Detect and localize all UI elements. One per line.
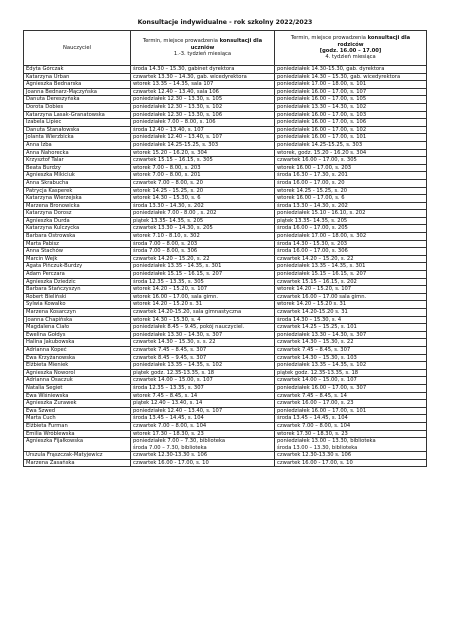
table-row bbox=[24, 217, 427, 225]
student-consultation-cell: wtorek 16.00 – 17.00, sala gimn. bbox=[131, 293, 275, 301]
teacher-cell: Anna Stachów bbox=[24, 248, 131, 256]
parent-consultation-cell: czwartek 14.20 – 15.20, s. 22 bbox=[275, 255, 427, 263]
table-row bbox=[24, 415, 427, 423]
teacher-cell: Barbara Ostrowska bbox=[24, 233, 131, 241]
table-row bbox=[24, 164, 427, 172]
student-consultation-cell: wtorek 7.10 - 8.10, s. 302 bbox=[131, 233, 275, 241]
student-consultation-cell: piątek godz. 12.35-13.35, s. 18 bbox=[131, 369, 275, 377]
teacher-cell: Elżbieta Mieniek bbox=[24, 362, 131, 370]
student-consultation-cell: poniedziałek 13.35 - 14.35, s. 301 bbox=[131, 263, 275, 271]
parent-consultation-cell: czwartek 16.00 – 17.00, s. 305 bbox=[275, 157, 427, 165]
parent-consultation-cell: poniedziałek 14.30-15.30, gab. dyrektora bbox=[275, 66, 427, 74]
teacher-cell: Adrianna Kopeć bbox=[24, 346, 131, 354]
student-consultation-cell: poniedziałek 12.30 – 13.30, s. 105 bbox=[131, 96, 275, 104]
teacher-cell: Ewa Wiśniewska bbox=[24, 392, 131, 400]
teacher-cell: Agnieszka Mikiciuk bbox=[24, 172, 131, 180]
teacher-cell: Agnieszka Bednarska bbox=[24, 81, 131, 89]
table-row bbox=[24, 255, 427, 263]
table-row bbox=[24, 293, 427, 301]
teacher-cell: Danuta Dereszyńska bbox=[24, 96, 131, 104]
parent-consultation-cell: poniedziałek 16.00 – 17.00, s. 101 bbox=[275, 407, 427, 415]
teacher-cell: Marcin Wejk bbox=[24, 255, 131, 263]
teacher-cell: Dorota Dobies bbox=[24, 103, 131, 111]
table-row bbox=[24, 377, 427, 385]
parent-consultation-cell: poniedziałek 16.00 – 17.00, s. 105 bbox=[275, 96, 427, 104]
table-row bbox=[24, 263, 427, 271]
parent-consultation-cell: czwartek 14.00 – 15.00, s. 107 bbox=[275, 377, 427, 385]
teacher-cell: Agnieszka Noworol bbox=[24, 369, 131, 377]
student-consultation-cell: wtorek 14.30 – 15.30, s. 4 bbox=[131, 316, 275, 324]
parent-consultation-cell: czwartek 14.25 – 15.25, s. 101 bbox=[275, 324, 427, 332]
table-row bbox=[24, 459, 427, 467]
table-row bbox=[24, 286, 427, 294]
teacher-cell: Agnieszka Dziedzic bbox=[24, 278, 131, 286]
teacher-cell: Danuta Stanałowska bbox=[24, 126, 131, 134]
parent-consultation-cell: środa 13.30 – 14.30, s. 202 bbox=[275, 202, 427, 210]
parent-consultation-cell: poniedziałek 14.25-15.25, s. 303 bbox=[275, 141, 427, 149]
table-row bbox=[24, 278, 427, 286]
table-row bbox=[24, 240, 427, 248]
table-row bbox=[24, 331, 427, 339]
parent-consultation-cell: wtorek 14.25 - 15.25, s. 20 bbox=[275, 187, 427, 195]
teacher-cell: Halina Jakubowska bbox=[24, 339, 131, 347]
teacher-cell: Barbara Stańczyszyn bbox=[24, 286, 131, 294]
table-row bbox=[24, 172, 427, 180]
student-consultation-cell: wtorek 13.35 – 14.35, sala 107 bbox=[131, 81, 275, 89]
header-parents-week: 4. tydzień miesiąca bbox=[325, 54, 376, 61]
teacher-cell: Krzysztof Talar bbox=[24, 157, 131, 165]
student-consultation-cell: środa 7.00 – 8.00, s. 203 bbox=[131, 240, 275, 248]
table-row bbox=[24, 362, 427, 370]
table-row bbox=[24, 88, 427, 96]
parent-consultation-cell: poniedziałek 13.35 - 14.35, s. 301 bbox=[275, 263, 427, 271]
parent-consultation-cell: poniedziałek 16.00 – 17.00, s. 107 bbox=[275, 88, 427, 96]
student-consultation-cell: poniedziałek 15.15 – 16.15, s. 207 bbox=[131, 271, 275, 279]
student-consultation-cell: czwartek 13.30 – 14.30, s. 205 bbox=[131, 225, 275, 233]
student-consultation-cell: poniedziałek 13.35 – 14.35, s. 102 bbox=[131, 362, 275, 370]
parent-consultation-cell: poniedziałek 13.30 – 14.30, s. 307 bbox=[275, 331, 427, 339]
teacher-cell: Marzena Kosarczyn bbox=[24, 309, 131, 317]
student-consultation-cell: wtorek 14.30 – 15.30, s. 6 bbox=[131, 195, 275, 203]
table-row bbox=[24, 81, 427, 89]
parent-consultation-cell: czwartek 15.15 – 16.15, s. 202 bbox=[275, 278, 427, 286]
parent-consultation-cell: czwartek 12.30-13.30 s. 106 bbox=[275, 452, 427, 460]
student-consultation-cell: czwartek 8.45 – 9.45, s. 307 bbox=[131, 354, 275, 362]
table-row bbox=[24, 309, 427, 317]
teacher-cell: Marta Cuch bbox=[24, 415, 131, 423]
parent-consultation-cell: środa 16.00 – 17.00, s. 306 bbox=[275, 248, 427, 256]
parent-consultation-cell: czwartek 7.45 – 8.45, s. 307 bbox=[275, 346, 427, 354]
student-consultation-cell: piątek 12.40 – 13.40, s. 14 bbox=[131, 400, 275, 408]
teacher-cell: Agnieszka Durda bbox=[24, 217, 131, 225]
consultations-table bbox=[23, 30, 427, 467]
student-consultation-cell: czwartek 16.00 - 17.00, s. 10 bbox=[131, 459, 275, 467]
table-row bbox=[24, 324, 427, 332]
parent-consultation-cell: środa 13.45 – 14.45, s. 104 bbox=[275, 415, 427, 423]
header-teacher bbox=[24, 31, 131, 66]
table-body bbox=[24, 66, 427, 467]
table-row bbox=[24, 126, 427, 134]
table-row bbox=[24, 271, 427, 279]
table-row bbox=[24, 339, 427, 347]
table-row bbox=[24, 452, 427, 460]
teacher-cell: Adrianna Osaczuk bbox=[24, 377, 131, 385]
teacher-cell: Ewa Krzyżanowska bbox=[24, 354, 131, 362]
parent-consultation-cell: czwartek 7.00 – 8.00, s. 104 bbox=[275, 422, 427, 430]
teacher-cell: Joanna Bednarz-Mączyńska bbox=[24, 88, 131, 96]
parent-consultation-cell: poniedziałek 17.00 – 18.00, s. 101 bbox=[275, 81, 427, 89]
table-row bbox=[24, 346, 427, 354]
student-consultation-cell: poniedziałek 7.00 - 8.00 , s. 202 bbox=[131, 210, 275, 218]
parent-consultation-cell: wtorek, godz. 15.20 - 16.20 s. 304 bbox=[275, 149, 427, 157]
student-consultation-cell: środa 7.00 – 8.00, s. 306 bbox=[131, 248, 275, 256]
student-consultation-cell: wtorek 14.20 – 15.20, s. 107 bbox=[131, 286, 275, 294]
student-consultation-cell: poniedziałek 12.40 – 13.40, s. 107 bbox=[131, 407, 275, 415]
parent-consultation-cell: wtorek 16.00 – 17.00, s. 203 bbox=[275, 164, 427, 172]
teacher-cell: Patrycja Kasperek bbox=[24, 187, 131, 195]
student-consultation-cell: poniedziałek 12.30 – 13.30, s. 102 bbox=[131, 103, 275, 111]
header-parents bbox=[275, 31, 427, 66]
teacher-cell: Katarzyna Wierzejska bbox=[24, 195, 131, 203]
teacher-cell: Edyta Górczak bbox=[24, 66, 131, 74]
parent-consultation-cell: poniedziałek 15.10 - 16.10, s. 202 bbox=[275, 210, 427, 218]
parent-consultation-cell: poniedziałek 16.00 – 17.00, s. 102 bbox=[275, 126, 427, 134]
student-consultation-cell: czwartek 7.45 – 8.45, s. 307 bbox=[131, 346, 275, 354]
header-teacher-label: Nauczyciel bbox=[63, 44, 91, 51]
teacher-cell: Natalia Segiet bbox=[24, 384, 131, 392]
student-consultation-cell: czwartek 14.30 – 15.30, s. s. 22 bbox=[131, 339, 275, 347]
student-consultation-cell: czwartek 7.00 – 8.00, s. 104 bbox=[131, 422, 275, 430]
student-consultation-cell: wtorek 15.20 – 16.20, s. 304 bbox=[131, 149, 275, 157]
parent-consultation-cell: poniedziałek 16.00 – 17.00, s. 307 bbox=[275, 384, 427, 392]
header-parents-hours: [godz. 16.00 – 17.00] bbox=[319, 48, 382, 54]
teacher-cell: Ewelina Gołdys bbox=[24, 331, 131, 339]
table-row bbox=[24, 111, 427, 119]
table-row bbox=[24, 407, 427, 415]
table-row bbox=[24, 430, 427, 438]
parent-consultation-cell: piątek godz. 12.35-13.35, s. 18 bbox=[275, 369, 427, 377]
parent-consultation-cell: czwartek 7.45 – 8.45, s. 14 bbox=[275, 392, 427, 400]
teacher-cell: Sylwia Kowalko bbox=[24, 301, 131, 309]
parent-consultation-cell: poniedziałek 13.35 – 14.35, s. 102 bbox=[275, 362, 427, 370]
header-students-week: 1.-3. tydzień miesiąca bbox=[173, 51, 232, 58]
teacher-cell: Emilia Wróblewska bbox=[24, 430, 131, 438]
table-row bbox=[24, 141, 427, 149]
student-consultation-cell: środa 13.45 – 14.45, s. 104 bbox=[131, 415, 275, 423]
student-consultation-cell: środa 12.35 – 13.35, s. 307 bbox=[131, 384, 275, 392]
teacher-cell: Beata Burdzy bbox=[24, 164, 131, 172]
student-consultation-cell: czwartek 7.00 – 8.00, s. 20 bbox=[131, 179, 275, 187]
header-students-bold: konsultacji dla uczniów bbox=[190, 38, 263, 51]
table-row bbox=[24, 157, 427, 165]
teacher-cell: Marta Pabisz bbox=[24, 240, 131, 248]
parent-consultation-cell: czwartek 16.00 - 17.00, s. 10 bbox=[275, 459, 427, 467]
parent-consultation-cell: środa 14.30 - 15.30, s. 203 bbox=[275, 240, 427, 248]
teacher-cell: Adam Perczara bbox=[24, 271, 131, 279]
parent-consultation-cell: wtorek 14.20 – 15.20, s. 107 bbox=[275, 286, 427, 294]
table-row bbox=[24, 66, 427, 74]
student-consultation-cell: czwartek 12.30-13.30 s. 106 bbox=[131, 452, 275, 460]
student-consultation-cell: czwartek 14.00 – 15.00, s. 107 bbox=[131, 377, 275, 385]
table-row bbox=[24, 149, 427, 157]
parent-consultation-cell: środa 16.30 – 17.30, s. 201 bbox=[275, 172, 427, 180]
teacher-cell: Joanna Chapińska bbox=[24, 316, 131, 324]
student-consultation-cell: poniedziałek 7.00 – 7.30, biblioteka środa 7.00 – 7.30, biblioteka bbox=[131, 438, 275, 452]
student-consultation-cell: czwartek 14.20-15.20, sala gimnastyczna bbox=[131, 309, 275, 317]
parent-consultation-cell: poniedziałek 16.00 – 17.00, s. 103 bbox=[275, 111, 427, 119]
parent-consultation-cell: poniedziałek 16.00 – 17.00, s. 101 bbox=[275, 134, 427, 142]
table-row bbox=[24, 233, 427, 241]
table-row bbox=[24, 103, 427, 111]
student-consultation-cell: środa 13.30 – 14.30, s. 202 bbox=[131, 202, 275, 210]
table-row bbox=[24, 384, 427, 392]
student-consultation-cell: poniedziałek 8.45 – 9.45, pokój nauczyciel. bbox=[131, 324, 275, 332]
header-students bbox=[131, 31, 275, 66]
header-students-line1: Termin, miejsce prowadzenia bbox=[142, 38, 218, 45]
parent-consultation-cell: środa 14.30 – 15.30, s. 4 bbox=[275, 316, 427, 324]
student-consultation-cell: środa 14.30 – 15.30, gabinet dyrektora bbox=[131, 66, 275, 74]
parent-consultation-cell: poniedziałek 13.00 – 13.30, biblioteka środa 13.00 – 13.30, biblioteka bbox=[275, 438, 427, 452]
teacher-cell: Urszula Frąszczak-Matyjewicz bbox=[24, 452, 131, 460]
student-consultation-cell: wtorek 17.30 – 18.30, s. 23 bbox=[131, 430, 275, 438]
parent-consultation-cell: czwartek 14.30 – 15.30, s. 22 bbox=[275, 339, 427, 347]
student-consultation-cell: wtorek 7.45 – 8.45, s. 14 bbox=[131, 392, 275, 400]
teacher-cell: Agnieszka Fijałkowska bbox=[24, 438, 131, 452]
teacher-cell: Anna Skrabucha bbox=[24, 179, 131, 187]
teacher-cell: Anna Nahorecka bbox=[24, 149, 131, 157]
student-consultation-cell: czwartek 15.15 – 16.15, s. 305 bbox=[131, 157, 275, 165]
student-consultation-cell: środa 12.40 – 13.40, s. 107 bbox=[131, 126, 275, 134]
student-consultation-cell: wtorek 7.00 – 8.00, s. 203 bbox=[131, 164, 275, 172]
student-consultation-cell: środa 12.35 – 13.35, s. 305 bbox=[131, 278, 275, 286]
table-row bbox=[24, 438, 427, 452]
teacher-cell: Katarzyna Dorosz bbox=[24, 210, 131, 218]
teacher-cell: Robert Bieliński bbox=[24, 293, 131, 301]
parent-consultation-cell: poniedziałek 17.00 – 18.00, s. 302 bbox=[275, 233, 427, 241]
table-row bbox=[24, 119, 427, 127]
table-row bbox=[24, 179, 427, 187]
teacher-cell: Magdalena Ciało bbox=[24, 324, 131, 332]
table-row bbox=[24, 354, 427, 362]
document-title: Konsultacje indywidualne - rok szkolny 2022/2023 bbox=[137, 19, 313, 26]
teacher-cell: Elżbieta Furman bbox=[24, 422, 131, 430]
table-row bbox=[24, 202, 427, 210]
table-row bbox=[24, 301, 427, 309]
table-row bbox=[24, 248, 427, 256]
table-row bbox=[24, 210, 427, 218]
parent-consultation-cell: środa 16.00 – 17.00, s. 205 bbox=[275, 225, 427, 233]
parent-consultation-cell: poniedziałek 14.30 – 15.30, gab. wicedyrektora bbox=[275, 73, 427, 81]
student-consultation-cell: poniedziałek 12.40 – 13.40, s. 107 bbox=[131, 134, 275, 142]
parent-consultation-cell: wtorek 14.20 – 15.20 s. 31 bbox=[275, 301, 427, 309]
parent-consultation-cell: czwartek 14.30 – 15.30, s. 103 bbox=[275, 354, 427, 362]
teacher-cell: Marzena Bronowicka bbox=[24, 202, 131, 210]
teacher-cell: Katarzyna Urban bbox=[24, 73, 131, 81]
teacher-cell: Agata Pińczuk-Burdzy bbox=[24, 263, 131, 271]
teacher-cell: Marzena Zasańska bbox=[24, 459, 131, 467]
student-consultation-cell: wtorek 7.00 – 8.00, s. 201 bbox=[131, 172, 275, 180]
table-row bbox=[24, 195, 427, 203]
teacher-cell: Katarzyna Lasak-Granatowska bbox=[24, 111, 131, 119]
table-row bbox=[24, 369, 427, 377]
teacher-cell: Agnieszka Żurawek bbox=[24, 400, 131, 408]
student-consultation-cell: wtorek 14.25 - 15.25, s. 20 bbox=[131, 187, 275, 195]
parent-consultation-cell: wtorek 17.30 – 18.30, s. 23 bbox=[275, 430, 427, 438]
table-header-row bbox=[24, 31, 427, 66]
table-row bbox=[24, 422, 427, 430]
student-consultation-cell: czwartek 12.40 – 13.40, sala 106 bbox=[131, 88, 275, 96]
table-row bbox=[24, 316, 427, 324]
student-consultation-cell: wtorek 14.20 – 15.20 s. 31 bbox=[131, 301, 275, 309]
parent-consultation-cell: poniedziałek 16.00 – 17.00, s. 106 bbox=[275, 119, 427, 127]
parent-consultation-cell: środa 16.00 – 17.00, s. 20 bbox=[275, 179, 427, 187]
table-row bbox=[24, 73, 427, 81]
table-row bbox=[24, 400, 427, 408]
table-row bbox=[24, 96, 427, 104]
parent-consultation-cell: czwartek 14.20-15.20 s. 31 bbox=[275, 309, 427, 317]
parent-consultation-cell: poniedziałek 15.15 – 16.15, s. 207 bbox=[275, 271, 427, 279]
table-row bbox=[24, 187, 427, 195]
teacher-cell: Ewa Szwed bbox=[24, 407, 131, 415]
student-consultation-cell: poniedziałek 14.25-15.25, s. 303 bbox=[131, 141, 275, 149]
student-consultation-cell: czwartek 13.30 – 14.30, gab. wicedyrektora bbox=[131, 73, 275, 81]
student-consultation-cell: piątek 13.35- 14.35, s. 205 bbox=[131, 217, 275, 225]
parent-consultation-cell: poniedziałek 13.30 – 14.30, s. 102 bbox=[275, 103, 427, 111]
student-consultation-cell: poniedziałek 7.00 – 8.00, s. 106 bbox=[131, 119, 275, 127]
student-consultation-cell: poniedziałek 12.30 – 13.30, s. 106 bbox=[131, 111, 275, 119]
parent-consultation-cell: wtorek 16.00 – 17.00, s. 6 bbox=[275, 195, 427, 203]
teacher-cell: Jolanta Wierzbicka bbox=[24, 134, 131, 142]
parent-consultation-cell: czwartek 16.00 – 17.00 sala gimn. bbox=[275, 293, 427, 301]
table-row bbox=[24, 134, 427, 142]
student-consultation-cell: poniedziałek 13.30 – 14.30, s. 307 bbox=[131, 331, 275, 339]
header-parents-bold: konsultacji dla rodziców bbox=[337, 35, 411, 48]
teacher-cell: Izabela Lipiec bbox=[24, 119, 131, 127]
table-row bbox=[24, 392, 427, 400]
parent-consultation-cell: piątek 13.35- 14.35, s. 205 bbox=[275, 217, 427, 225]
teacher-cell: Katarzyna Kulczycka bbox=[24, 225, 131, 233]
teacher-cell: Anna Izba bbox=[24, 141, 131, 149]
table-row bbox=[24, 225, 427, 233]
student-consultation-cell: czwartek 14.20 – 15.20, s. 22 bbox=[131, 255, 275, 263]
header-parents-line1: Termin, miejsce prowadzenia bbox=[290, 35, 366, 42]
parent-consultation-cell: czwartek 16.00 – 17.00, s. 23 bbox=[275, 400, 427, 408]
